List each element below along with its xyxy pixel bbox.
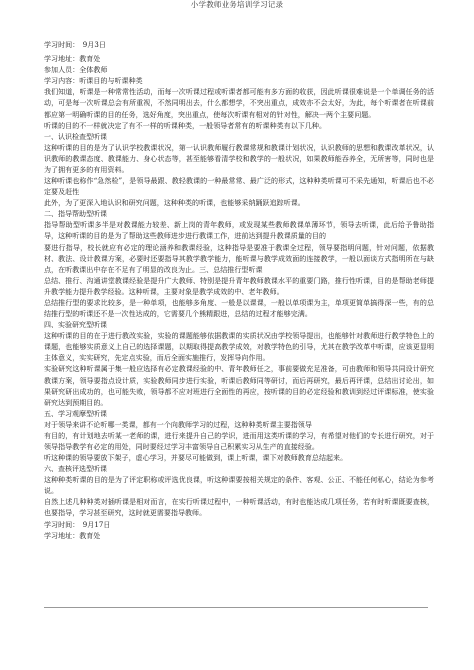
document-body xyxy=(44,40,434,542)
paragraph: 总结推行型的要求比较多，是一种单项，也能够多角度、一般是以课课，一般以单项课为主，单项更简单搞得深一些，有的总结推行型的听课还不是一次性达成的，它需要几个熊精跟进，总结的过程才能够完满。 xyxy=(44,298,434,319)
paragraph: 总结、推行、沟通讲堂教课经验是提升广大教师、特别是提升青年教师教课水平的重要门路，推行性听课，目的是帮助老师提升教学能力提升教学经验。这种听课，主要对象是教学成效的中、老年教师。 xyxy=(44,276,434,296)
meta-study-content: 学习内容：听课目的与听课种类 xyxy=(44,77,143,86)
meta-participants: 参加人员：全体教师 xyxy=(44,66,108,75)
paragraph: 实验研究这种听课属于集一般应选择有必定教课经验的中、青年教师任之，事前要做充足准备，可由教师和领导共同设计研究教课方案，领导要指点设计质，实验教师同步进行实验，听课后教师同等研讨，而后再研究，最后再评课，总结出讨论出，如果研究研出成功的，也可能失败，领导都不应对班进行全面性的再应，按听课的目的必定经验和教训到经过评课标准，使实验研究达到预期目的。 xyxy=(44,365,434,407)
paragraph: 这种种类听课的目的是为了评定职称或评选优良课，听这种课要按相关规定的条件、客观、公正、不能任何私心，结论为参考说。 xyxy=(44,476,434,496)
section-divider xyxy=(44,607,428,608)
meta-study-location: 学习地址：教育处 xyxy=(44,55,101,64)
paragraph: 此外，为了更深入地认识和研究问题，这种种类的听课，也能够采纳踊跃追踪听课。 xyxy=(44,199,305,208)
paragraph: 这种听课也称作“急然检”，是领导最跟、教轻教课的一种最常常、最广泛的形式，这种种类听课可不采先通知，听课后也不必定要及赶性 xyxy=(44,177,434,197)
section-heading: 二、指导帮助型听课 xyxy=(44,210,107,219)
section-heading: 五、学习观摩型听课 xyxy=(44,409,107,418)
paragraph: 对于领导来讲不论听哪一类课，都有一个向教师学习的过程，这种种类听课主要指领导 xyxy=(44,420,312,429)
section-heading: 一、认识检查型听课 xyxy=(44,132,107,141)
document-title: 小学教师业务培训学习记录 xyxy=(190,0,284,9)
section-heading: 四、实验研究型听课 xyxy=(44,321,107,330)
meta-study-time: 学习时间： 9月17日 xyxy=(44,520,111,529)
paragraph: 这种听课的目的是为了认识学校教课状况，第一认识教师履行教课常规和教课计划状况，认识教师的思想和教课改革状况，认识教师的教课态度、教课能力、身心状态等，甚至能够看清学校和教学的一般状况，如果教师能吞养全，无所害等，同时也是为了拥有更多的有用资料。 xyxy=(44,143,434,174)
meta-study-time: 学习时间： 9月3日 xyxy=(44,41,106,49)
paragraph: 要进行指导，校长就应有必定的理论涵养和教课经验，这种指导是要准于教课全过程，领导要指明问题，针对问题，依据教材、教法、设计教课方案，必要时还要指导其教学教学能力，能听课与教学成效面的连接教学，一般以面谈方式指明所在与缺点，在听教课出中存在不足有了明显的改良为止。三、总结推行型听课 xyxy=(44,243,434,274)
paragraph: 自然上述几种种类对插听课是相对而言，在实行听课过程中，一种听课活动，有时也能达成几项任务，若有时听课既要查核，也要指导，学习甚至研究，这时就更需要指导教师。 xyxy=(44,498,434,518)
meta-study-location: 学习地址：教育处 xyxy=(44,531,101,540)
paragraph: 指导帮助型听课多半是对教课能力较差、新上岗的青年教师，或发现某些教师教课单薄环节，领导去听课，此后给予鲁助指导，这种听课的目的是为了帮助这些教师进步进行教课工作，进前达到提升教课质量的目的 xyxy=(44,221,434,241)
paragraph: 听课的目的不一样就决定了有不一样的听课种类，一般领导者常有的听课种类有以下几种。 xyxy=(44,121,326,130)
paragraph: 这种听课的目的在于进行教改实验，实验的课题能够依据教课的实质状况由学校领导提出，也能够针对教师进行教学特色上的课题，也能够实质意义上自己的选择课题，以期取得提高教学成效，对教学特色的引导，尤其在教学改革中听课，应该更显明主体意义，实实研究，先定点实验，而后全面实施推行，发挥导向作用。 xyxy=(44,332,434,363)
paragraph: 听这种课的领导要放下架子，虚心学习，并要尽可能做到，课上听课，课下对教师教育总结起来。 xyxy=(44,454,348,463)
section-heading: 六、查核评选型听课 xyxy=(44,465,107,474)
paragraph: 有目的，有计划地去听某一老师的课，进行来提升自己的学识，进而用这类听课的学习，有希望对他们的专长进行研究，对于领导指导教学有必定的用处，同时要经过学习丰富领导自己积累实习从生产的直接经验。 xyxy=(44,431,434,451)
paragraph: 我们知道，听课是一种常常性活动，而每一次听课过程或听课者都可能有多方面的收获，因此听课很难说是一个单调任务的活动，可是每一次听课总会有所重视，不然同明出去，什么都想学，不突出重点，成效亦不会太好，为此，每个听课者在听课前都应第一明确听课的目的任务，选好角度，突出重点，使每次听课有相对的针对性，解决一两个主要问题。 xyxy=(44,88,434,119)
